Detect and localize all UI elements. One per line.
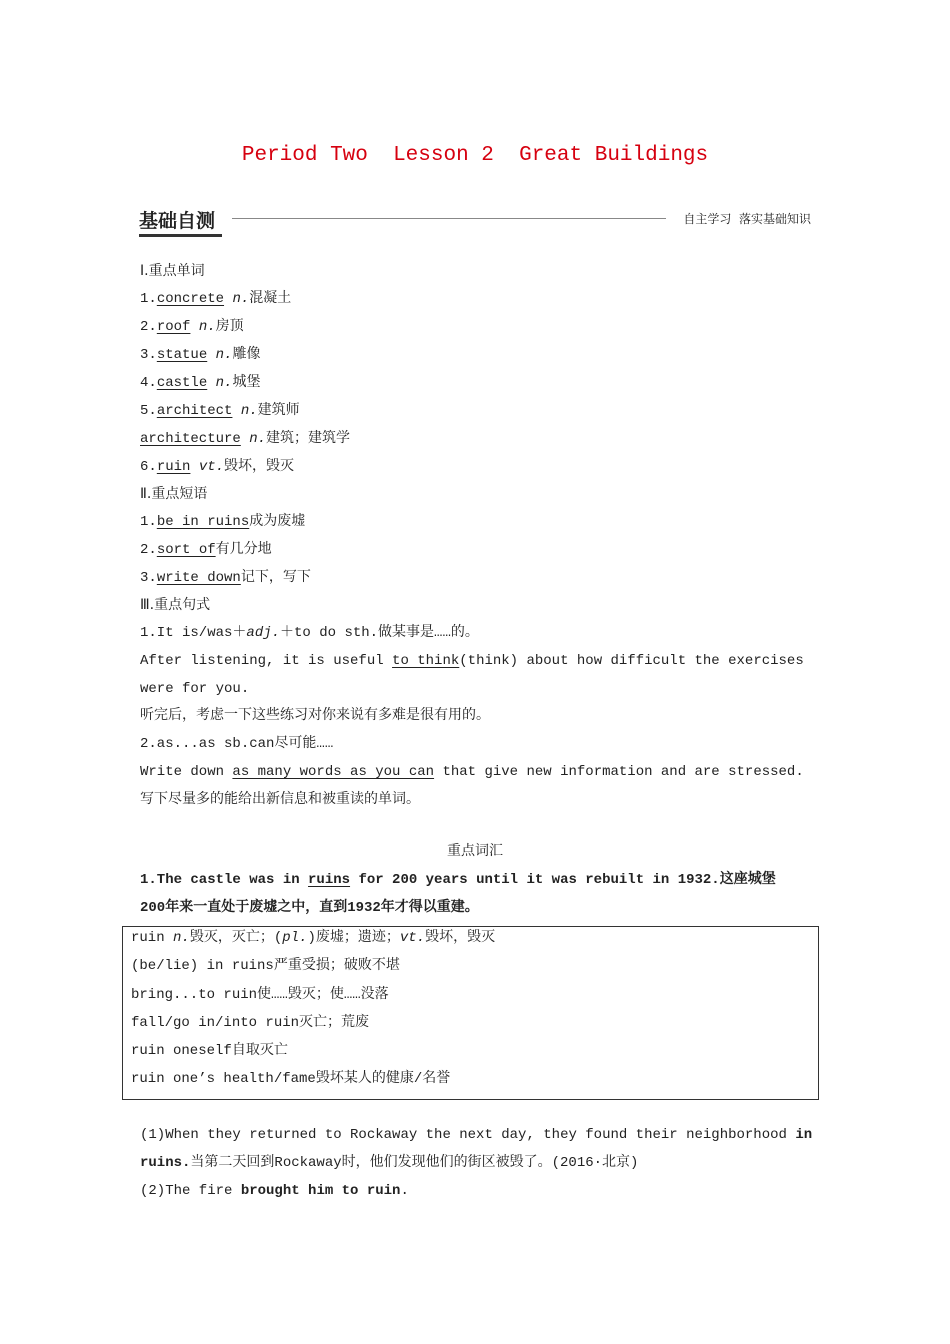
list-item xyxy=(140,346,260,364)
box-text: )废墟；遗迹； xyxy=(307,930,400,946)
example-answer: to think xyxy=(392,653,460,669)
item-meaning: 记下，写下 xyxy=(240,570,311,586)
pattern-2: 2.as...as sb.can尽可能…… xyxy=(140,736,334,752)
item-word: ruin xyxy=(156,459,191,475)
example-2 xyxy=(140,763,804,781)
list-item xyxy=(140,541,272,559)
item-word: concrete xyxy=(156,291,225,307)
pattern-1 xyxy=(140,624,479,642)
item-pos: n. xyxy=(215,347,233,363)
item-phrase: write down xyxy=(156,570,241,586)
vocab-box xyxy=(122,926,819,1100)
item-meaning: 混凝土 xyxy=(249,291,292,307)
item-number: 2. xyxy=(140,542,157,558)
item-word: castle xyxy=(156,375,208,391)
example-text: After listening, it is useful xyxy=(140,653,393,669)
item-word: statue xyxy=(156,347,208,363)
box-pos: pl. xyxy=(282,930,308,946)
example-text: that give new information and are stressed. xyxy=(434,764,804,780)
list-item xyxy=(140,513,305,531)
item-number: 4. xyxy=(140,375,157,391)
section-heading-words: Ⅰ.重点单词 xyxy=(140,263,205,279)
box-line-2: (be/lie) in ruins严重受损；破败不堪 xyxy=(131,958,400,974)
box-line-5: ruin oneself自取灭亡 xyxy=(131,1043,288,1059)
sentence-translation: 这座城堡 xyxy=(719,872,776,888)
box-line-3: bring...to ruin使……毁灭；使……没落 xyxy=(131,987,389,1003)
item-meaning: 有几分地 xyxy=(215,542,272,558)
example-text: (think) about how difficult the exercises xyxy=(459,653,804,669)
item-meaning: 房顶 xyxy=(215,319,244,335)
vocab-sentence-1 xyxy=(140,871,776,889)
sentence-keyword: ruins xyxy=(308,872,351,888)
banner-subtitle: 自主学习 落实基础知识 xyxy=(683,212,811,226)
banner-underline xyxy=(139,234,222,237)
banner-title: 基础自测 xyxy=(139,210,216,232)
item-pos: n. xyxy=(232,291,250,307)
item-meaning: 建筑师 xyxy=(257,403,300,419)
item-word: architecture xyxy=(140,431,241,447)
item-meaning: 雕像 xyxy=(232,347,261,363)
list-item xyxy=(140,569,311,587)
item-pos: n. xyxy=(240,403,258,419)
list-item xyxy=(140,402,300,420)
list-item xyxy=(140,318,244,336)
sentence-text: for 200 years until it was rebuilt in 1932. xyxy=(350,872,720,888)
vocab-sentence-1-translation: 200年来一直处于废墟之中，直到1932年才得以重建。 xyxy=(140,900,479,916)
box-pos: n. xyxy=(173,930,190,946)
section-heading-phrases: Ⅱ.重点短语 xyxy=(140,486,208,502)
example-text: Write down xyxy=(140,764,233,780)
item-number: 3. xyxy=(140,570,157,586)
box-text: 毁灭，灭亡；( xyxy=(189,930,283,946)
example-translation: 当第二天回到Rockaway时，他们发现他们的街区被毁了。(2016·北京) xyxy=(190,1155,639,1171)
section-heading-sentences: Ⅲ.重点句式 xyxy=(140,597,211,613)
sentence-text: 1.The castle was in xyxy=(140,872,309,888)
box-text: ruin xyxy=(131,930,174,946)
example-2-translation: 写下尽量多的能给出新信息和被重读的单词。 xyxy=(140,792,420,808)
item-number: 3. xyxy=(140,347,157,363)
example-1-translation: 听完后，考虑一下这些练习对你来说有多难是很有用的。 xyxy=(140,708,490,724)
item-number: 2. xyxy=(140,319,157,335)
box-line-1 xyxy=(131,929,495,947)
box-line-4: fall/go in/into ruin灭亡；荒废 xyxy=(131,1015,370,1031)
example-text: (1)When they returned to Rockaway the next day, they found their neighborhood xyxy=(140,1127,796,1143)
example-sentence-1 xyxy=(140,1126,812,1144)
item-number: 5. xyxy=(140,403,157,419)
example-sentence-2 xyxy=(140,1182,409,1200)
vocab-heading: 重点词汇 xyxy=(447,844,503,860)
example-keyword: ruins. xyxy=(140,1155,191,1171)
item-phrase: be in ruins xyxy=(156,514,250,530)
pattern-text: 1.It is/was＋ xyxy=(140,625,247,641)
page-title: Period Two Lesson 2 Great Buildings xyxy=(241,144,709,167)
item-word: architect xyxy=(156,403,233,419)
list-item xyxy=(140,430,350,448)
item-phrase: sort of xyxy=(156,542,216,558)
example-text: . xyxy=(400,1183,409,1199)
example-sentence-1-cont xyxy=(140,1154,638,1172)
item-pos: n. xyxy=(198,319,216,335)
item-number: 1. xyxy=(140,291,157,307)
item-number: 6. xyxy=(140,459,157,475)
pattern-text: ＋to do sth.做某事是……的。 xyxy=(280,625,479,641)
banner-rule xyxy=(232,218,666,219)
section-banner xyxy=(139,204,811,238)
example-text: (2)The fire xyxy=(140,1183,241,1199)
item-pos: vt. xyxy=(198,459,225,475)
example-keyword: in xyxy=(795,1127,813,1143)
box-text: 毁坏，毁灭 xyxy=(425,930,496,946)
item-meaning: 毁坏，毁灭 xyxy=(224,459,295,475)
example-answer: as many words as you can xyxy=(232,764,435,780)
item-number: 1. xyxy=(140,514,157,530)
example-keyword: brought him to ruin xyxy=(240,1183,401,1199)
example-1-cont: were for you. xyxy=(140,681,250,697)
pattern-pos: adj. xyxy=(246,625,281,641)
list-item xyxy=(140,290,291,308)
item-pos: n. xyxy=(249,431,267,447)
example-1 xyxy=(140,652,804,670)
item-meaning: 成为废墟 xyxy=(249,514,306,530)
item-word: roof xyxy=(156,319,191,335)
box-line-6: ruin one’s health/fame毁坏某人的健康/名誉 xyxy=(131,1071,451,1087)
box-pos: vt. xyxy=(399,930,426,946)
item-pos: n. xyxy=(215,375,233,391)
list-item xyxy=(140,458,294,476)
item-meaning: 建筑；建筑学 xyxy=(266,431,351,447)
list-item xyxy=(140,374,260,392)
item-meaning: 城堡 xyxy=(232,375,261,391)
